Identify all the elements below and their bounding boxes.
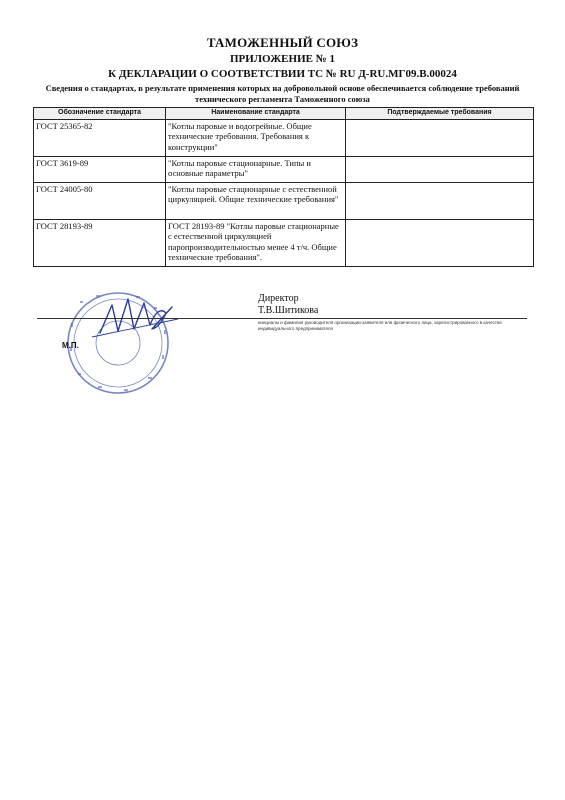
table-row <box>34 182 534 219</box>
standards-table <box>33 107 534 267</box>
column-header-requirements: Подтверждаемые требования <box>346 108 534 120</box>
official-stamp-image <box>40 285 200 395</box>
stamp-place-label: М.П. <box>62 341 79 350</box>
standard-code-cell: ГОСТ 25365-82 <box>34 119 166 156</box>
table-header-row <box>34 108 534 120</box>
signatory-name: Т.В.Шитикова <box>258 305 319 316</box>
signatory-role: Директор <box>258 293 299 304</box>
standard-code-cell: ГОСТ 28193-89 <box>34 219 166 266</box>
column-header-name: Наименование стандарта <box>166 108 346 120</box>
standard-name-cell: "Котлы паровые стационарные с естественной циркуляцией. Общие технические требования" <box>166 182 346 219</box>
signature-line <box>37 318 527 319</box>
table-row <box>34 219 534 266</box>
standard-name-cell: "Котлы паровые стационарные. Типы и основные параметры" <box>166 156 346 182</box>
standard-name-cell: "Котлы паровые и водогрейные. Общие технические требования. Требования к конструкции" <box>166 119 346 156</box>
declaration-title: К ДЕКЛАРАЦИИ О СООТВЕТСТВИИ ТС № RU Д-RU.МГ09.В.00024 <box>108 68 457 80</box>
requirements-cell <box>346 156 534 182</box>
signature-caption: инициалы и фамилия руководителя организации-заявителя или физического лица, зарегистрированного в качестве индивидуального предпринимателя <box>258 320 502 331</box>
intro-text: Сведения о стандартах, в результате применения которых на добровольной основе обеспечивается соблюдение требований технического регламента Таможенного союза <box>45 83 520 104</box>
requirements-cell <box>346 182 534 219</box>
table-row <box>34 156 534 182</box>
standard-code-cell: ГОСТ 3619-89 <box>34 156 166 182</box>
column-header-code: Обозначение стандарта <box>34 108 166 120</box>
table-row <box>34 119 534 156</box>
requirements-cell <box>346 119 534 156</box>
union-title: ТАМОЖЕННЫЙ СОЮЗ <box>206 35 359 50</box>
standard-code-cell: ГОСТ 24005-80 <box>34 182 166 219</box>
standard-name-cell: ГОСТ 28193-89 "Котлы паровые стационарные с естественной циркуляцией паропроизводительностью менее 4 т/ч. Общие технические требования". <box>166 219 346 266</box>
appendix-title: ПРИЛОЖЕНИЕ № 1 <box>229 53 336 65</box>
requirements-cell <box>346 219 534 266</box>
